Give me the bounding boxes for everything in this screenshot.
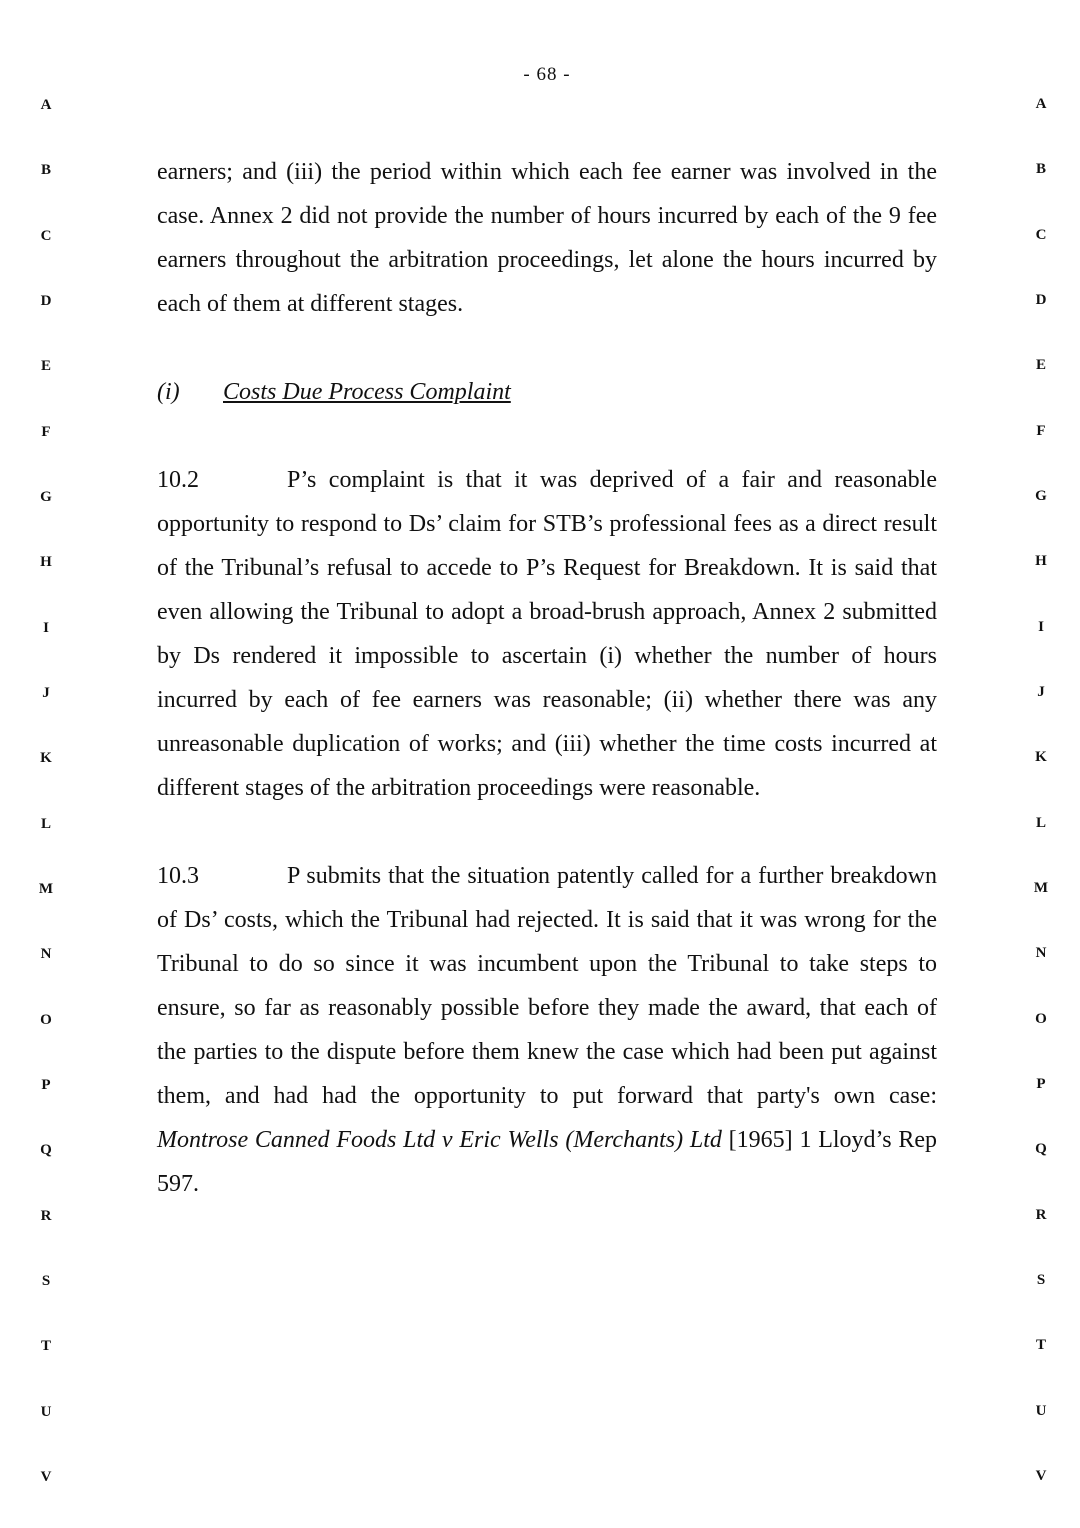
margin-letter-i: I — [43, 620, 49, 636]
margin-letter-e: E — [1035, 357, 1046, 373]
margin-letter-l: L — [1035, 815, 1046, 831]
margin-letter-i: I — [1038, 619, 1044, 635]
margin-letter-r: R — [40, 1208, 52, 1224]
margin-letter-p: P — [1036, 1076, 1046, 1092]
margin-letter-t: T — [40, 1338, 51, 1354]
margin-letter-a: A — [40, 97, 52, 113]
section-heading — [157, 370, 937, 414]
margin-letter-o: O — [40, 1012, 52, 1028]
margin-letter-b: B — [1035, 161, 1046, 177]
margin-letter-e: E — [40, 358, 51, 374]
paragraph-number: 10.3 — [157, 863, 199, 889]
margin-letter-c: C — [1035, 227, 1047, 243]
margin-letter-k: K — [1035, 749, 1047, 765]
margin-letter-o: O — [1035, 1011, 1047, 1027]
paragraph-text: P submits that the situation patently called for a further breakdown of Ds’ costs, which the Tribunal had rejected. It is said that it was wrong for the Tribunal to do so since it was incumbent upon the Tribunal to take steps to ensure, so far as reasonably possible before they made the award, that each of the parties to the dispute before them knew the case which had been put against them, and had had the opportunity to put forward that party's own case: — [157, 863, 937, 1109]
margin-letter-c: C — [40, 228, 52, 244]
case-citation-name: Montrose Canned Foods Ltd v Eric Wells (Merchants) Ltd — [157, 1127, 722, 1153]
paragraph-10-3 — [157, 854, 937, 1206]
section-heading-title: Costs Due Process Complaint — [223, 379, 511, 405]
margin-letter-q: Q — [1035, 1141, 1047, 1157]
section-heading-number: (i) — [157, 379, 180, 405]
margin-letter-s: S — [41, 1273, 51, 1289]
judgment-body — [157, 150, 937, 1206]
margin-letter-d: D — [1035, 292, 1047, 308]
continuation-paragraph: earners; and (iii) the period within which each fee earner was involved in the case. Annex 2 did not provide the number of hours incurred by each of the 9 fee earners throughout the arbitration proceedings, let alone the hours incurred by each of them at different stages. — [157, 159, 937, 317]
margin-letter-j: J — [1037, 684, 1045, 700]
right-margin-letters — [1029, 0, 1053, 1528]
margin-letter-d: D — [40, 293, 52, 309]
margin-letter-u: U — [40, 1404, 52, 1420]
margin-letter-s: S — [1036, 1272, 1046, 1288]
margin-letter-g: G — [1035, 488, 1047, 504]
margin-letter-j: J — [42, 685, 50, 701]
margin-letter-t: T — [1035, 1337, 1046, 1353]
paragraph-text: P’s complaint is that it was deprived of a fair and reasonable opportunity to respond to Ds’ claim for STB’s professional fees as a direct result of the Tribunal’s refusal to accede to P’s Request for Breakdown. It is said that even allowing the Tribunal to adopt a broad-brush approach, Annex 2 submitted by Ds rendered it impossible to ascertain (i) whether the number of hours incurred by each of fee earners was reasonable; (ii) whether there was any unreasonable duplication of works; and (iii) whether the time costs incurred at different stages of the arbitration proceedings were reasonable. — [157, 467, 937, 801]
margin-letter-b: B — [40, 162, 51, 178]
margin-letter-n: N — [1035, 945, 1047, 961]
left-margin-letters — [34, 0, 58, 1528]
paragraph-number: 10.2 — [157, 467, 199, 493]
margin-letter-f: F — [1036, 423, 1046, 439]
margin-letter-n: N — [40, 946, 52, 962]
margin-letter-m: M — [1033, 880, 1049, 896]
margin-letter-k: K — [40, 750, 52, 766]
margin-letter-v: V — [1035, 1468, 1047, 1484]
page-number: - 68 - — [523, 64, 571, 85]
case-citation-reference: [1965] 1 Lloyd’s Rep 597. — [157, 1127, 938, 1197]
margin-letter-q: Q — [40, 1142, 52, 1158]
margin-letter-u: U — [1035, 1403, 1047, 1419]
margin-letter-l: L — [40, 816, 51, 832]
margin-letter-h: H — [1035, 553, 1047, 569]
margin-letter-g: G — [40, 489, 52, 505]
margin-letter-r: R — [1035, 1207, 1047, 1223]
margin-letter-a: A — [1035, 96, 1047, 112]
margin-letter-h: H — [40, 554, 52, 570]
margin-letter-m: M — [38, 881, 54, 897]
margin-letter-v: V — [40, 1469, 52, 1485]
margin-letter-p: P — [41, 1077, 51, 1093]
margin-letter-f: F — [41, 424, 51, 440]
paragraph-10-2 — [157, 458, 937, 810]
